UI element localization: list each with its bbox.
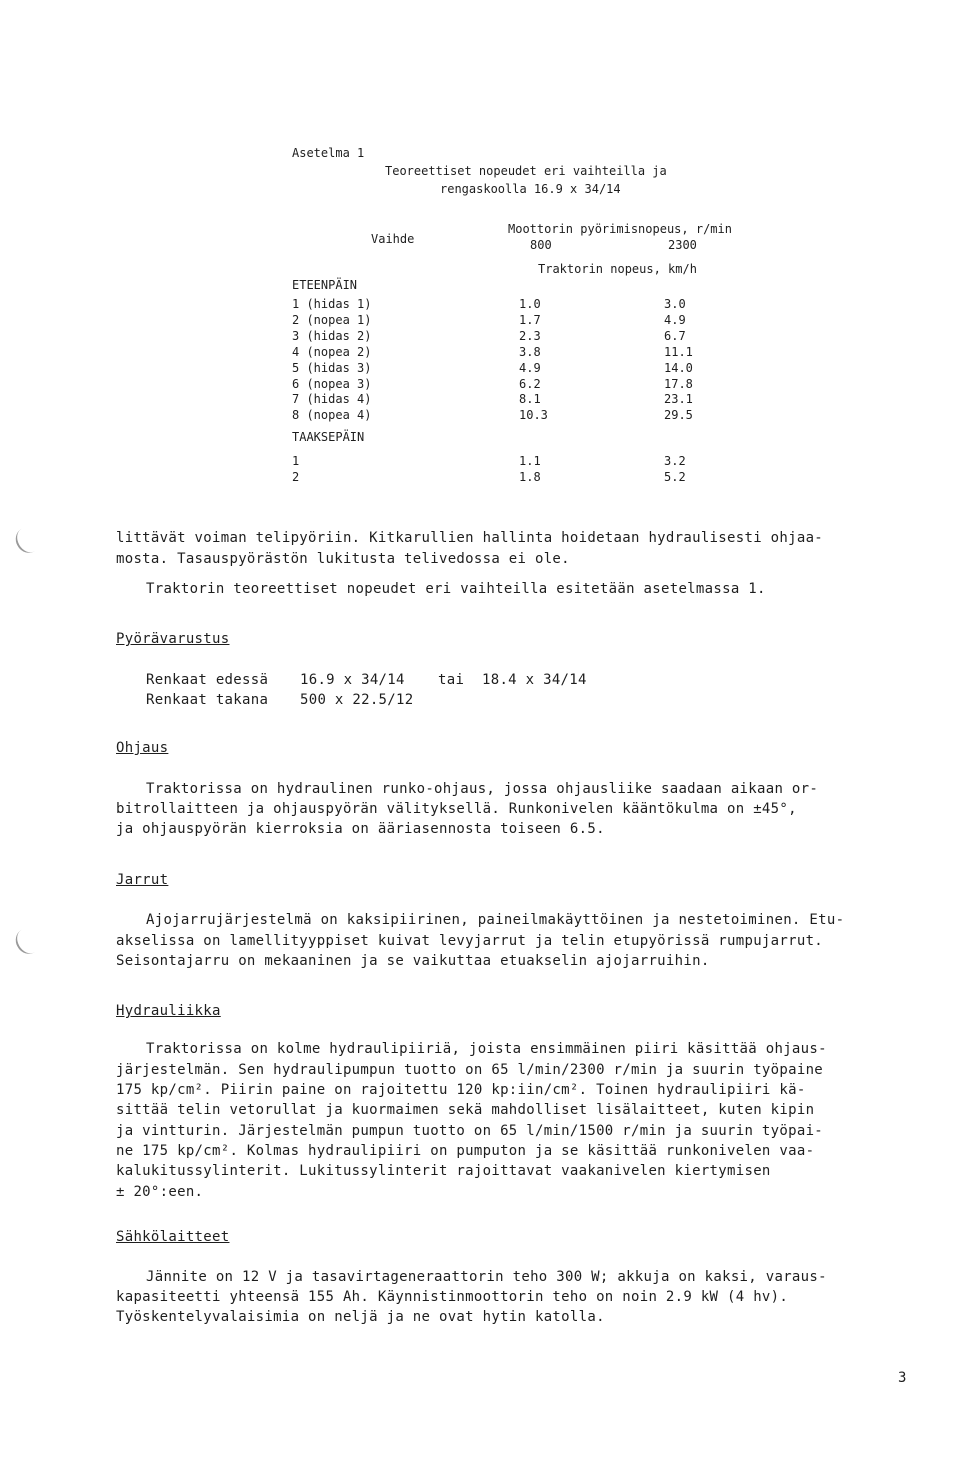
forward-row-speed-800: 4.9 (519, 360, 541, 375)
reverse-row-speed-2300: 3.2 (664, 454, 686, 468)
steering-line-1: Traktorissa on hydraulinen runko-ohjaus, jossa ohjausliike saadaan aikaan or- (146, 781, 819, 797)
section-heading-wheels: Pyörävarustus (116, 631, 230, 647)
hydraulics-line-3: 175 kp/cm². Piirin paine on rajoitettu 120 kp:iin/cm². Toinen hydraulipiiri kä- (116, 1082, 806, 1098)
section-heading-steering: Ohjaus (116, 740, 169, 756)
forward-row-gear: 6 (nopea 3) (292, 376, 372, 391)
section-reverse: TAAKSEPÄIN (292, 430, 365, 444)
hydraulics-line-7: kalukitussylinterit. Lukitussylinterit rajoittavat vaakanivelen kiertymisen (116, 1163, 771, 1179)
reverse-row-gear: 1 (292, 454, 300, 468)
forward-row-speed-800: 2.3 (519, 328, 541, 343)
hydraulics-line-2: järjestelmän. Sen hydraulipumpun tuotto on 65 l/min/2300 r/min ja suurin työpaine (116, 1062, 824, 1078)
section-heading-electrical: Sähkölaitteet (116, 1229, 230, 1245)
front-tyres-or: tai (438, 672, 465, 688)
section-heading-hydraulics: Hydrauliikka (116, 1003, 221, 1019)
table-title-line1: Teoreettiset nopeudet eri vaihteilla ja (385, 164, 667, 178)
forward-row-speed-2300: 6.7 (664, 328, 686, 343)
intro-line-1: littävät voiman telipyöriin. Kitkarullien hallinta hoidetaan hydraulisesti ohjaa- (116, 530, 824, 546)
forward-row-speed-800: 1.7 (519, 312, 541, 327)
forward-row-gear: 3 (hidas 2) (292, 328, 372, 343)
reverse-row-speed-800: 1.1 (519, 454, 541, 468)
column-unit-label: Traktorin nopeus, km/h (538, 262, 697, 276)
brakes-line-2: akselissa on lamellityyppiset kuivat levyjarrut ja telin etupyörissä rumpujarrut. (116, 933, 824, 949)
front-tyres-label: Renkaat edessä (146, 672, 269, 688)
forward-row-speed-800: 1.0 (519, 297, 541, 311)
forward-row-gear: 8 (nopea 4) (292, 408, 372, 423)
forward-row-speed-2300: 23.1 (664, 392, 693, 407)
hydraulics-line-5: ja vintturin. Järjestelmän pumpun tuotto on 65 l/min/1500 r/min ja suurin työpai- (116, 1123, 824, 1139)
steering-line-2: bitrollaitteen ja ohjauspyörän välityksellä. Runkonivelen kääntökulma on ±45°, (116, 801, 797, 817)
forward-row-speed-2300: 3.0 (664, 297, 686, 311)
forward-row-speed-2300: 4.9 (664, 312, 686, 327)
table-label: Asetelma 1 (292, 146, 365, 160)
intro-reference: Traktorin teoreettiset nopeudet eri vaihteilla esitetään asetelmassa 1. (146, 581, 766, 597)
front-tyres-value: 16.9 x 34/14 (300, 672, 405, 688)
rear-tyres-value: 500 x 22.5/12 (300, 692, 414, 708)
forward-row-speed-2300: 29.5 (664, 408, 693, 423)
front-tyres-alt: 18.4 x 34/14 (482, 672, 587, 688)
hydraulics-line-6: ne 175 kp/cm². Kolmas hydraulipiiri on pumputon ja se käsittää runkonivelen vaa- (116, 1143, 815, 1159)
reverse-row-gear: 2 (292, 470, 300, 484)
intro-line-2: mosta. Tasauspyörästön lukitusta telivedossa ei ole. (116, 551, 570, 567)
forward-row-speed-800: 8.1 (519, 392, 541, 407)
section-heading-brakes: Jarrut (116, 872, 169, 888)
forward-row-gear: 4 (nopea 2) (292, 344, 372, 359)
reverse-row-speed-2300: 5.2 (664, 470, 686, 484)
forward-row-speed-2300: 17.8 (664, 376, 693, 391)
hydraulics-line-1: Traktorissa on kolme hydraulipiiriä, joista ensimmäinen piiri käsittää ohjaus- (146, 1041, 827, 1057)
forward-row-speed-800: 3.8 (519, 344, 541, 359)
brakes-line-1: Ajojarrujärjestelmä on kaksipiirinen, paineilmakäyttöinen ja nestetoiminen. Etu- (146, 912, 845, 928)
steering-line-3: ja ohjauspyörän kierroksia on ääriasennosta toiseen 6.5. (116, 821, 605, 837)
punch-mark (11, 924, 45, 959)
page-number: 3 (898, 1370, 907, 1386)
column-header-800: 800 (530, 238, 552, 252)
electrical-line-2: kapasiteetti yhteensä 155 Ah. Käynnistinmoottorin teho on noin 2.9 kW (4 hv). (116, 1289, 789, 1305)
hydraulics-line-8: ± 20°:een. (116, 1184, 204, 1200)
column-header-2300: 2300 (668, 238, 697, 252)
electrical-line-1: Jännite on 12 V ja tasavirtageneraattorin teho 300 W; akkuja on kaksi, varaus- (146, 1269, 827, 1285)
hydraulics-line-4: sittää telin vetorullat ja kuormaimen sekä mahdolliset lisälaitteet, kuten kipin (116, 1102, 815, 1118)
forward-row-speed-800: 10.3 (519, 408, 548, 423)
brakes-line-3: Seisontajarru on mekaaninen ja se vaikuttaa etuakselin ajojarruihin. (116, 953, 710, 969)
table-title-line2: rengaskoolla 16.9 x 34/14 (440, 182, 621, 196)
reverse-row-speed-800: 1.8 (519, 470, 541, 484)
section-forward: ETEENPÄIN (292, 278, 358, 292)
forward-row-speed-800: 6.2 (519, 376, 541, 391)
punch-mark (11, 523, 45, 558)
forward-row-gear: 5 (hidas 3) (292, 360, 372, 375)
rear-tyres-label: Renkaat takana (146, 692, 269, 708)
forward-row-gear: 7 (hidas 4) (292, 392, 372, 407)
forward-row-speed-2300: 14.0 (664, 360, 693, 375)
electrical-line-3: Työskentelyvalaisimia on neljä ja ne ovat hytin katolla. (116, 1309, 605, 1325)
forward-row-speed-2300: 11.1 (664, 344, 693, 359)
column-header-vaihde: Vaihde (371, 232, 415, 246)
forward-row-gear: 1 (hidas 1) (292, 297, 372, 311)
column-header-engine-speed: Moottorin pyörimisnopeus, r/min (508, 222, 732, 236)
forward-row-gear: 2 (nopea 1) (292, 312, 372, 327)
